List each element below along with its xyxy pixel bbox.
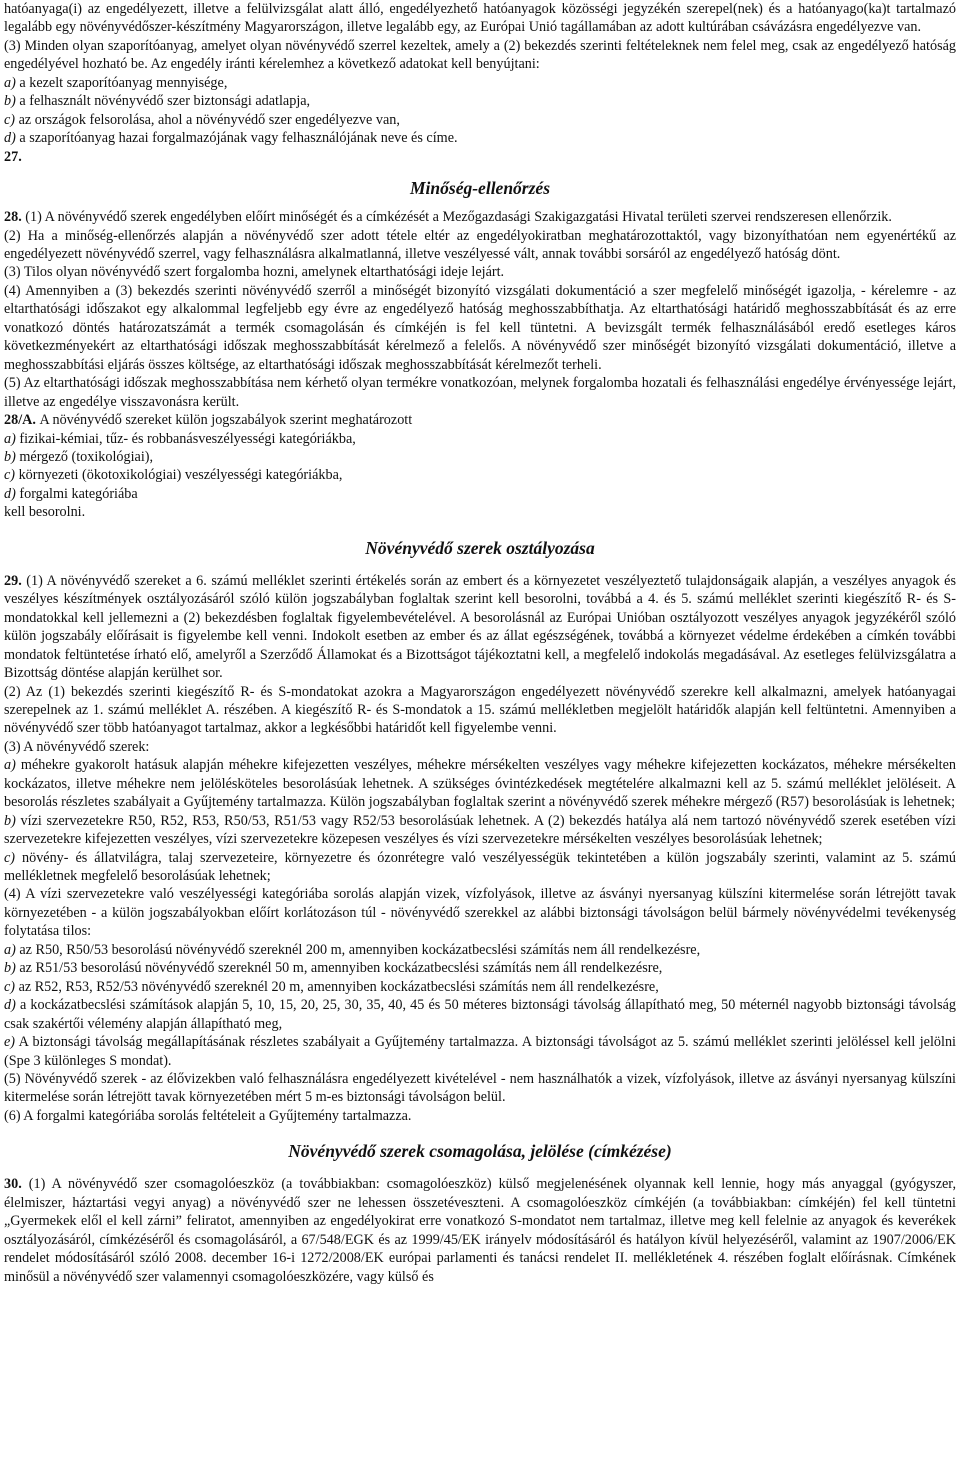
section-29-paragraph-2: (2) Az (1) bekezdés szerinti kiegészítő R- és S-mondatokat azokra a Magyarországon engedélyezett növényvédő szerekre kell alkalmazni, amelyek hatóanyagai szerepelnek az 1. számú melléklet A. részében. A kiegészítő R- és S-mondatok a 15. számú mellékletben megjelölt határidők alapján kell feltüntetni. Amennyiben a növényvédő szer több hatóanyagot tartalmaz, akkor a legkésőbbi határidőt kell figyelembe venni. — [4, 683, 956, 737]
section-28-paragraph-2: (2) Ha a minőség-ellenőrzés alapján a növényvédő szer adott tétele eltér az engedélyokiratban meghatározottaktól, vagy bizonyíthatóan nem egyenértékű az engedélyezett növényvédő szerrel, vagy felhasználásra alkalmatlanná, illetve veszélyessé vált, annak további sorsáról az engedélyező hatóság dönt. — [4, 227, 956, 262]
list-item-text: a szaporítóanyag hazai forgalmazójának vagy felhasználójának neve és címe. — [15, 130, 458, 147]
section-29-paragraph-4: (4) A vízi szervezetekre való veszélyességi kategóriába sorolás alapján vizek, vízfolyások, illetve az ásványi nyersanyag külszíni kitermelése során létrejött tavak környezetében - a külön jogszabályokban előírt korlátozáson túl - növényvédő szerekkel az alábbi biztonsági távolságon belül bármely növényvédelmi tevékenység folytatása tilos: — [4, 886, 956, 940]
list-letter: d) — [4, 997, 16, 1014]
list-item-28a-b — [4, 448, 956, 466]
list-item-26-b — [4, 92, 956, 110]
heading-csomagolas-jelolese: Növényvédő szerek csomagolása, jelölése (címkézése) — [288, 1141, 672, 1162]
list-item-text: az országok felsorolása, ahol a növényvédő szer engedélyezve van, — [15, 111, 400, 128]
list-letter: a) — [4, 74, 16, 91]
section-28a-intro — [4, 411, 956, 429]
paragraph-26-3: (3) Minden olyan szaporítóanyag, amelyet olyan növényvédő szerrel kezeltek, amely a (2) bekezdés szerinti feltételeknek nem felel meg, csak az engedélyező hatóság engedélyével hozható be. Az engedély iránti kérelemhez a következő adatokat kell benyújtani: — [4, 37, 956, 73]
list-letter: a) — [4, 941, 16, 958]
paragraph-text: A növényvédő szereket külön jogszabályok szerint meghatározott — [39, 412, 413, 429]
list-item-29-4-d — [4, 996, 956, 1033]
list-item-29-3-a — [4, 756, 956, 811]
section-number: 29. — [4, 572, 27, 589]
list-item-text: az R50, R50/53 besorolású növényvédő szereknél 200 m, amennyiben kockázatbecslési számítás nem áll rendelkezésre, — [15, 941, 701, 958]
list-letter: c) — [4, 467, 16, 484]
list-item-29-3-b — [4, 812, 956, 849]
list-item-text: mérgező (toxikológiai), — [15, 448, 154, 465]
section-28-paragraph-5: (5) Az eltarthatósági időszak meghosszabbítása nem kérhető olyan termékre vonatkozóan, melynek forgalomba hozatali és felhasználási engedélye érvényessége lejárt, illetve az engedélye visszavonásra került. — [4, 375, 956, 410]
heading-minoseg-ellenorzes: Minőség-ellenőrzés — [410, 178, 550, 199]
section-number: 28. — [4, 209, 26, 226]
list-letter: c) — [4, 849, 16, 866]
section-28-paragraph-1 — [4, 208, 956, 226]
section-29-paragraph-3: (3) A növényvédő szerek: — [4, 738, 150, 755]
list-item-text: az R52, R53, R52/53 növényvédő szereknél 20 m, amennyiben kockázatbecslési számítás nem áll rendelkezésre, — [15, 978, 659, 995]
section-27 — [4, 148, 956, 166]
list-item-29-4-a — [4, 941, 956, 959]
list-item-text: forgalmi kategóriába — [15, 485, 138, 502]
list-item-text: A biztonsági távolság megállapításának részletes szabályait a Gyűjtemény tartalmazza. A biztonsági távolságot az 5. számú melléklet szerinti jelöléssel kell jelölni (Spe 3 különleges S mondat). — [4, 1034, 956, 1069]
list-letter: a) — [4, 757, 16, 774]
section-number: 30. — [4, 1176, 29, 1193]
list-item-text: az R51/53 besorolású növényvédő szereknél 50 m, amennyiben kockázatbecslési számítás nem áll rendelkezésre, — [15, 960, 663, 977]
list-item-26-c — [4, 111, 956, 129]
section-number: 27. — [4, 148, 22, 165]
section-30-paragraph-1 — [4, 1175, 956, 1286]
list-letter: d) — [4, 485, 16, 502]
list-item-text: a felhasznált növényvédő szer biztonsági adatlapja, — [15, 93, 311, 110]
paragraph-text: (1) A növényvédő szer csomagolóeszköz (a továbbiakban: csomagolóeszköz) külső megjelenésének olyannak kell lennie, hogy más anyaggal (gyógyszer, élelmiszer, háztartási vegyi anyag) a növényvédő szer ne lehessen összetéveszteni. A csomagolóeszköz címkéjén (a továbbiakban: címkéjén) fel kell tüntetni „Gyermekek elől el kell zárni” feliratot, amennyiben az engedélyokirat erre vonatkozó S-mondatot nem tartalmaz, illetve meg kell felelnie az anyagok és keverékek osztályozásáról, címkézéséről és csomagolásáról, a 67/548/EGK és az 1999/45/EK irányelv módosításáról és hatályon kívül helyezéséről, valamint az 1907/2006/EK rendelet módosításáról szóló 2008. december 16-i 1272/2008/EK európai parlamenti és tanácsi rendelet II. mellékletének 4. részében foglalt előírásnak. Címkének minősül a növényvédő szer valamennyi csomagolóeszközére, vagy külső és — [4, 1176, 957, 1285]
list-item-29-4-e — [4, 1033, 956, 1070]
list-item-text: környezeti (ökotoxikológiai) veszélyességi kategóriákba, — [15, 467, 343, 484]
heading-novenyvedo-szerek-osztalyozasa: Növényvédő szerek osztályozása — [365, 537, 595, 558]
list-item-text: vízi szervezetekre R50, R52, R53, R50/53, R51/53 vagy R52/53 besorolásúak lehetnek. A (2) bekezdés hatálya alá nem tartozó növényvédő szerek esetében vízi szervezetekre kifejezetten veszélyes, vízi szervezetekre közepesen veszélyes és vízi szervezetekre mérsékelten veszélyes besorolásúak lehetnek; — [4, 812, 956, 848]
list-letter: b) — [4, 448, 16, 465]
section-28-paragraph-4: (4) Amennyiben a (3) bekezdés szerinti növényvédő szerről a minőségét bizonyító vizsgálati dokumentáció a szer megfelelő minőségét igazolja, - kérelemre - az eltarthatósági időszakot egy alkalommal legfeljebb egy évre az engedélyező hatóság meghosszabbíthatja. Az eltarthatósági határidő meghosszabbítását és az erre vonatkozó döntés határozatszámát a termék csomagolásán és címkéjén is fel kell tüntetni. A bevizsgált termék felhasználásából eredő esetleges káros következményekért az eltarthatósági időszak meghosszabbítását kérelmező a felelős. A növényvédő szer minőségét bizonyító vizsgálati dokumentáció, illetve a meghosszabbítási eljárás összes költsége, az eltarthatósági időszak meghosszabbítását kérelmezőt terheli. — [4, 282, 956, 373]
paragraph-26-2-continuation: hatóanyaga(i) az engedélyezett, illetve a felülvizsgálat alatt álló, engedélyezhető hatóanyagok közösségi jegyzékén szerepel(nek) és a hatóanyago(ka)t tartalmazó legalább egy növényvédőszer-készítmény Magyarországon, illetve legalább egy, az Európai Unió tagállamában az adott kultúrában csávázásra engedélyezve van. — [4, 1, 956, 36]
list-letter: b) — [4, 93, 16, 110]
list-item-29-4-b — [4, 959, 956, 977]
list-item-26-d — [4, 129, 956, 147]
section-29-paragraph-6: (6) A forgalmi kategóriába sorolás feltételeit a Gyűjtemény tartalmazza. — [4, 1107, 412, 1124]
list-letter: c) — [4, 111, 16, 128]
document-page — [4, 0, 956, 1286]
list-item-28a-a — [4, 430, 956, 448]
list-item-28a-c — [4, 466, 956, 484]
list-item-26-a — [4, 74, 956, 92]
list-item-text: a kezelt szaporítóanyag mennyisége, — [15, 74, 228, 91]
section-28-paragraph-3: (3) Tilos olyan növényvédő szert forgalomba hozni, amelynek eltarthatósági ideje lejárt. — [4, 264, 505, 281]
list-letter: e) — [4, 1034, 16, 1051]
section-number: 28/A. — [4, 412, 40, 429]
list-letter: c) — [4, 978, 16, 995]
list-item-text: méhekre gyakorolt hatásuk alapján méhekre kifejezetten veszélyes, méhekre mérsékelten veszélyes vagy méhekre kifejezetten kockázatos, méhekre mérsékelten kockázatos, illetve méhekre nem jelölésköteles besorolásúak lehetnek. A szükséges óvintézkedések megtételére alkalmazni kell az 5. számú melléklet jelöléseit. A besorolás részletes szabályait a Gyűjtemény tartalmazza. Külön jogszabályban foglaltak szerint a növényvédő szerek méhekre mérgező (R57) besorolásúak is lehetnek; — [4, 757, 956, 811]
section-28a-end: kell besorolni. — [4, 504, 86, 521]
list-item-text: a kockázatbecslési számítások alapján 5, 10, 15, 20, 25, 30, 35, 40, 45 és 50 méteres biztonsági távolság állapítható meg, 50 méternél nagyobb biztonsági távolság csak szakértői vélemény alapján állapítható meg, — [4, 997, 956, 1032]
list-letter: b) — [4, 812, 16, 829]
list-letter: d) — [4, 130, 16, 147]
section-29-paragraph-5: (5) Növényvédő szerek - az élővizekben való felhasználásra engedélyezett kivételével - nem használhatók a vizek, vízfolyások, illetve az ásványi nyersanyag külszíni kitermelése során létrejött tavak környezetében mért 5 m-es biztonsági távolságon belül. — [4, 1071, 956, 1106]
list-item-29-4-c — [4, 978, 956, 996]
list-item-text: fizikai-kémiai, tűz- és robbanásveszélyességi kategóriákba, — [15, 430, 356, 447]
paragraph-text: (1) A növényvédő szerek engedélyben előírt minőségét és a címkézését a Mezőgazdasági Szakigazgatási Hivatal területi szervei rendszeresen ellenőrzik. — [25, 209, 892, 226]
paragraph-text: (1) A növényvédő szereket a 6. számú melléklet szerinti értékelés során az embert és a környezetet veszélyeztető tulajdonságaik alapján, a veszélyes anyagok és veszélyes készítmények osztályozásáról szóló külön jogszabályban foglaltak szerint kell besorolni, továbbá a 4. és 5. számú melléklet szerinti kiegészítő R- és S-mondatokkal kell jellemezni a (2) bekezdésben foglaltak figyelembevételével. A besorolásnál az Európai Unióban osztályozott veszélyes anyagok jegyzékéről szóló külön jogszabály előírásait is figyelembe kell venni. Indokolt esetben az ember és az állat egészségének, továbbá a környezet védelme érdekében a címkén további mondatok feltüntetése írható elő, amelyről a Szerződő Államokat és a Bizottságot tájékoztatni kell, a megfelelő indokolás megadásával. Az esetleges felülvizsgálatra a Bizottság döntése alapján kerülhet sor. — [4, 572, 957, 682]
list-letter: a) — [4, 430, 16, 447]
list-item-text: növény- és állatvilágra, talaj szervezeteire, környezetre és ózonrétegre való veszélyességük tekintetében a külön jogszabály szerinti, valamint az 5. számú mellékletnek megfelelő besorolásúak lehetnek; — [4, 849, 956, 885]
list-item-29-3-c — [4, 849, 956, 886]
list-letter: b) — [4, 960, 16, 977]
section-29-paragraph-1 — [4, 572, 956, 683]
list-item-28a-d — [4, 485, 956, 503]
